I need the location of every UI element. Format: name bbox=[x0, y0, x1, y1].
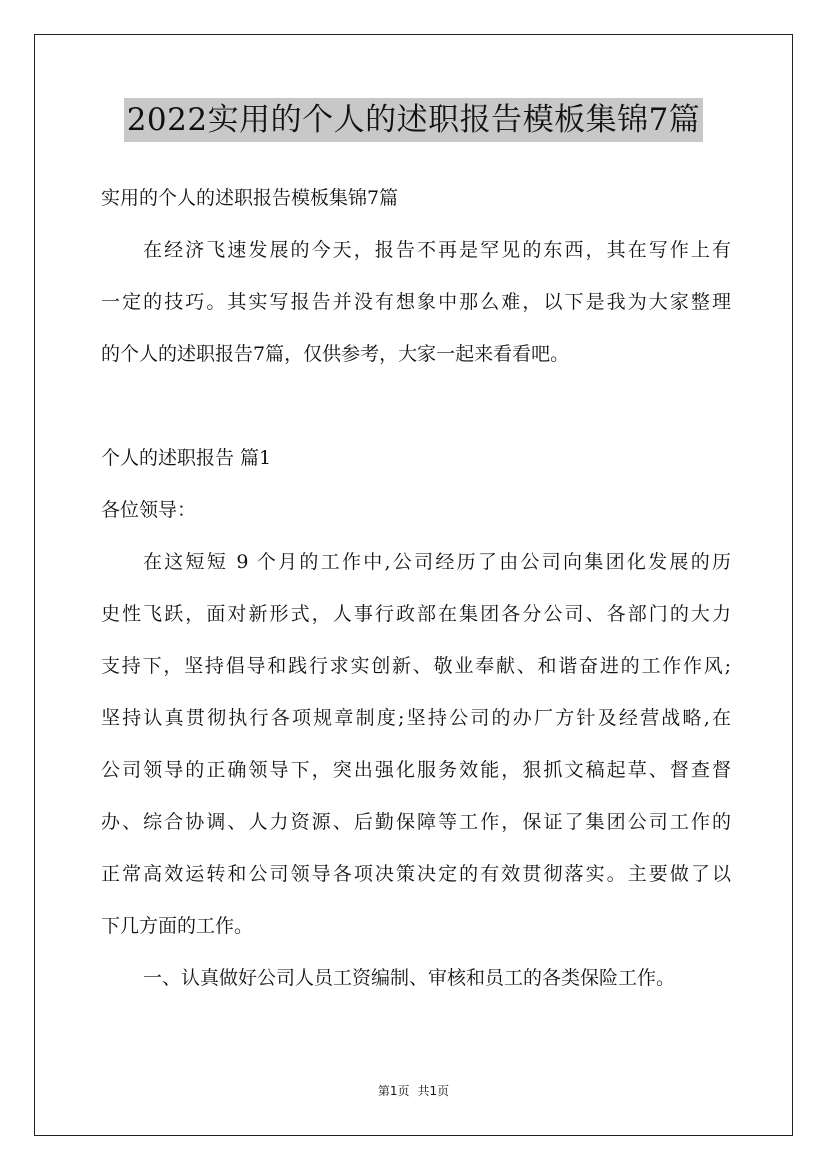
intro-line-1: 在经济飞速发展的今天，报告不再是罕见的东西，其在写作上有 bbox=[143, 239, 731, 261]
body-line-8: 下几方面的工作。 bbox=[101, 915, 254, 937]
intro-line-3: 的个人的述职报告7篇，仅供参考，大家一起来看看吧。 bbox=[101, 343, 570, 365]
intro-line-2: 一定的技巧。其实写报告并没有想象中那么难，以下是我为大家整理 bbox=[101, 291, 731, 313]
body-line-7: 正常高效运转和公司领导各项决策决定的有效贯彻落实。主要做了以 bbox=[101, 863, 731, 885]
body-line-1: 在这短短 9 个月的工作中,公司经历了由公司向集团化发展的历 bbox=[143, 551, 731, 573]
document-body bbox=[101, 172, 731, 1004]
point-one: 一、认真做好公司人员工资编制、审核和员工的各类保险工作。 bbox=[143, 967, 676, 989]
section-heading: 个人的述职报告 篇1 bbox=[101, 447, 272, 469]
paragraph-gap bbox=[101, 380, 731, 432]
body-line-3: 支持下，坚持倡导和践行求实创新、敬业奉献、和谐奋进的工作作风; bbox=[101, 655, 731, 677]
body-line-4: 坚持认真贯彻执行各项规章制度;坚持公司的办厂方针及经营战略,在 bbox=[101, 707, 731, 729]
document-title-text: 2022实用的个人的述职报告模板集锦7篇 bbox=[124, 98, 704, 142]
document-subtitle: 实用的个人的述职报告模板集锦7篇 bbox=[101, 187, 399, 209]
page-total: 共1页 bbox=[417, 1084, 450, 1098]
salutation: 各位领导： bbox=[101, 499, 197, 521]
document-title bbox=[0, 98, 827, 142]
body-line-6: 办、综合协调、人力资源、后勤保障等工作，保证了集团公司工作的 bbox=[101, 811, 731, 833]
body-line-5: 公司领导的正确领导下，突出强化服务效能，狠抓文稿起草、督查督 bbox=[101, 759, 731, 781]
body-line-2: 史性飞跃，面对新形式，人事行政部在集团各分公司、各部门的大力 bbox=[101, 603, 731, 625]
page-number: 第1页 bbox=[377, 1084, 410, 1098]
page-footer bbox=[0, 1082, 827, 1100]
